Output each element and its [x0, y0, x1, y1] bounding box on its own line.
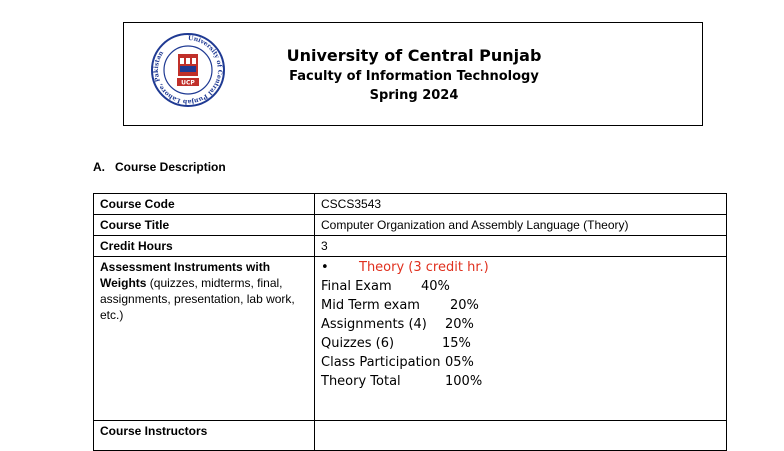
weight-value: 100%	[445, 374, 483, 389]
term-label: Spring 2024	[369, 88, 459, 103]
table-row	[94, 236, 727, 257]
weight-row	[321, 315, 720, 334]
weight-value: 20%	[450, 298, 479, 313]
weight-value: 05%	[445, 355, 474, 370]
course-title-value: Computer Organization and Assembly Language (Theory)	[315, 215, 727, 236]
section-heading	[93, 160, 226, 174]
course-code-label: Course Code	[94, 194, 315, 215]
course-title-label: Course Title	[94, 215, 315, 236]
assessment-label-bold: Assessment Instruments with Weights	[100, 260, 271, 290]
title-block	[274, 45, 554, 105]
instructors-value	[315, 421, 727, 451]
weight-name: Theory Total	[321, 374, 401, 389]
weight-value: 20%	[445, 317, 474, 332]
section-number: A.	[93, 160, 105, 174]
assessment-label	[94, 257, 315, 421]
table-row	[94, 257, 727, 421]
weight-name: Quizzes (6)	[321, 336, 395, 351]
table-row	[94, 215, 727, 236]
course-table	[93, 193, 727, 451]
weight-name: Assignments (4)	[321, 317, 427, 332]
weight-row	[321, 372, 720, 391]
weight-row	[321, 277, 720, 296]
weight-row	[321, 296, 720, 315]
assessment-value	[315, 257, 727, 421]
svg-text:UCP: UCP	[181, 79, 195, 87]
svg-text:University of Central Punjab L: University of Central Punjab Lahore, Pakistan	[152, 34, 224, 106]
weight-row	[321, 353, 720, 372]
weight-row	[321, 334, 720, 353]
course-code-value: CSCS3543	[315, 194, 727, 215]
weight-name: Final Exam	[321, 279, 392, 294]
weight-value: 15%	[442, 336, 471, 351]
weight-value: 40%	[421, 279, 450, 294]
credit-hours-label: Credit Hours	[94, 236, 315, 257]
table-row	[94, 421, 727, 451]
theory-heading	[321, 258, 720, 277]
faculty-name: Faculty of Information Technology	[289, 69, 539, 84]
credit-hours-value: 3	[315, 236, 727, 257]
bullet: •	[321, 260, 329, 275]
university-name: University of Central Punjab	[286, 46, 542, 65]
university-logo	[150, 32, 226, 108]
weight-name: Class Participation	[321, 355, 441, 370]
assessment-label-plain: (quizzes, midterms, final, assignments, presentation, lab work, etc.)	[100, 276, 295, 322]
header-box	[123, 22, 703, 126]
table-row	[94, 194, 727, 215]
theory-heading-text: Theory (3 credit hr.)	[359, 260, 489, 275]
instructors-label: Course Instructors	[94, 421, 315, 451]
section-title: Course Description	[115, 160, 226, 174]
weight-name: Mid Term exam	[321, 298, 420, 313]
